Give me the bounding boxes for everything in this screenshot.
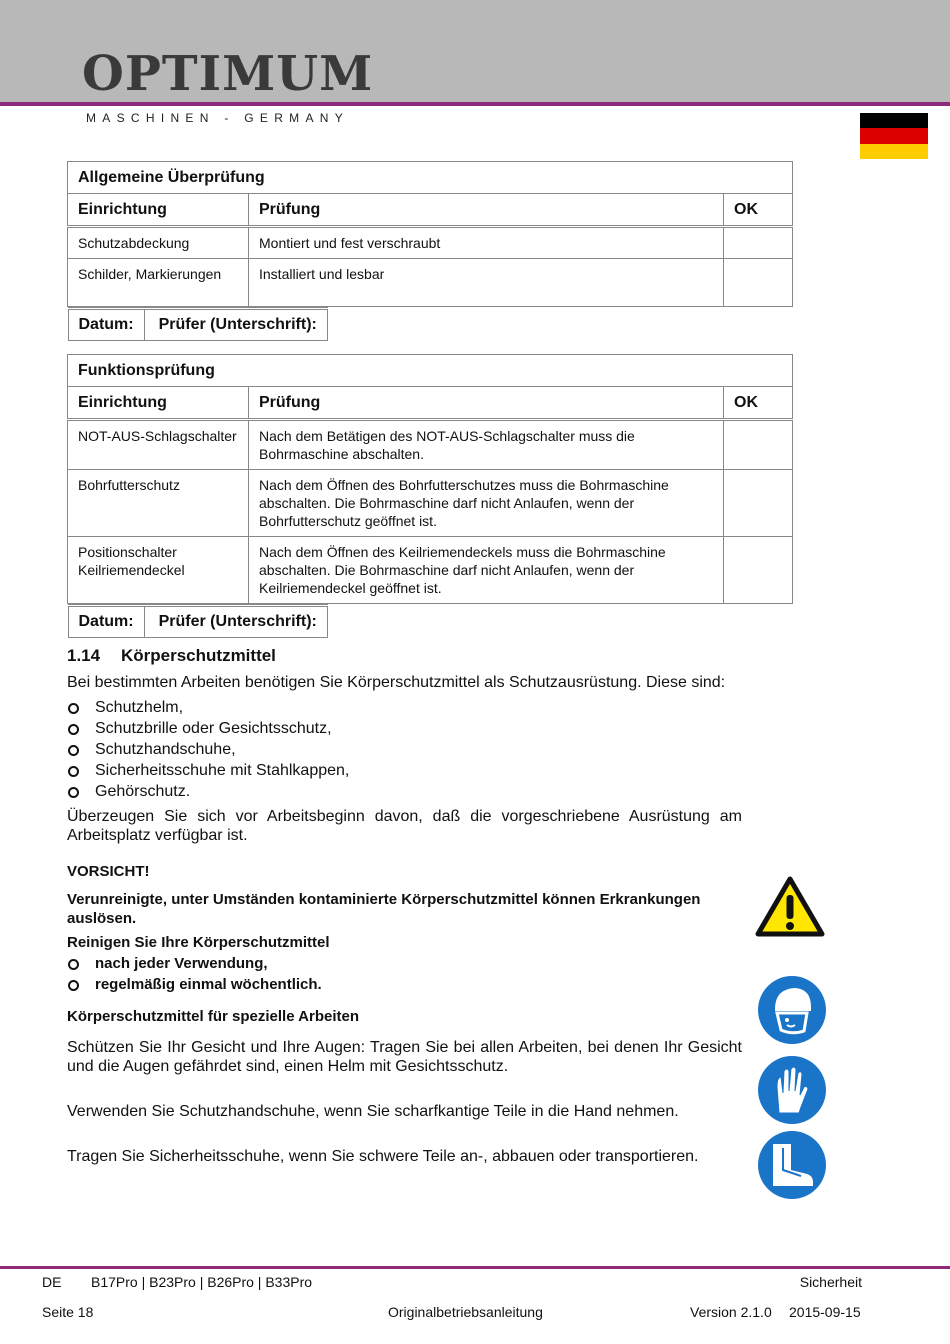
list-item: regelmäßig einmal wöchentlich. <box>67 974 322 995</box>
device-cell: NOT-AUS-Schlagschalter <box>68 420 249 470</box>
column-header: Prüfung <box>249 194 724 227</box>
brand-logo: OPTIMUM <box>82 46 374 102</box>
list-item: Sicherheitsschuhe mit Stahlkappen, <box>67 760 349 781</box>
footer-language: DE <box>42 1274 62 1290</box>
column-header: OK <box>724 387 793 420</box>
special-boots-text: Tragen Sie Sicherheitsschuhe, wenn Sie schwere Teile an-, abbauen oder transportieren. <box>67 1148 699 1165</box>
general-check-table <box>67 161 793 333</box>
table-row <box>68 420 793 470</box>
table-row <box>68 227 793 259</box>
device-cell: Bohrfutterschutz <box>68 470 249 537</box>
availability-note: Überzeugen Sie sich vor Arbeitsbeginn davon, daß die vorgeschriebene Ausrüstung am Arbeitsplatz verfügbar ist. <box>67 808 742 844</box>
device-cell: Positionschalter Keilriemendeckel <box>68 537 249 604</box>
date-label: Datum: <box>68 309 144 341</box>
column-header: OK <box>724 194 793 227</box>
list-item: Schutzbrille oder Gesichtsschutz, <box>67 718 349 739</box>
table-title: Funktionsprüfung <box>68 355 793 387</box>
table-row <box>68 259 793 307</box>
special-gloves-text: Verwenden Sie Schutzhandschuhe, wenn Sie scharfkantige Teile in die Hand nehmen. <box>67 1103 679 1120</box>
footer-doc: Originalbetriebsanleitung <box>388 1304 543 1320</box>
date-label: Datum: <box>68 606 144 638</box>
column-header: Prüfung <box>249 387 724 420</box>
ok-cell <box>724 420 793 470</box>
table-row <box>68 537 793 604</box>
check-cell: Nach dem Öffnen des Bohrfutterschutzes muss die Bohrmaschine abschalten. Die Bohrmaschine darf nicht Anlaufen, wenn der Bohrfutterschutz geöffnet ist. <box>249 470 724 537</box>
section-title: Körperschutzmittel <box>121 646 276 665</box>
clean-title: Reinigen Sie Ihre Körperschutzmittel <box>67 934 330 951</box>
caution-text: Verunreinigte, unter Umständen kontaminierte Körperschutzmittel können Erkrankungen auslösen. <box>67 891 701 927</box>
inspector-label: Prüfer (Unterschrift): <box>144 309 327 341</box>
intro-text: Bei bestimmten Arbeiten benötigen Sie Körperschutzmittel als Schutzausrüstung. Diese sind: <box>67 674 726 691</box>
table-title: Allgemeine Überprüfung <box>68 162 793 194</box>
ok-cell <box>724 470 793 537</box>
caution-title: VORSICHT! <box>67 863 150 880</box>
footer-divider <box>0 1266 950 1269</box>
ok-cell <box>724 227 793 259</box>
special-title: Körperschutzmittel für spezielle Arbeiten <box>67 1008 360 1025</box>
ok-cell <box>724 537 793 604</box>
gloves-icon <box>757 1055 827 1125</box>
device-cell: Schutzabdeckung <box>68 227 249 259</box>
table-row <box>68 470 793 537</box>
list-item: Schutzhandschuhe, <box>67 739 349 760</box>
clean-list <box>67 953 322 995</box>
check-cell: Installiert und lesbar <box>249 259 724 307</box>
inspector-label: Prüfer (Unterschrift): <box>144 606 327 638</box>
check-cell: Montiert und fest verschraubt <box>249 227 724 259</box>
column-header: Einrichtung <box>68 387 249 420</box>
footer-page: Seite 18 <box>42 1304 94 1320</box>
footer-date: 2015-09-15 <box>789 1304 861 1320</box>
footer-version: Version 2.1.0 <box>690 1304 772 1320</box>
safety-boots-icon <box>757 1130 827 1200</box>
check-cell: Nach dem Betätigen des NOT-AUS-Schlagschalter muss die Bohrmaschine abschalten. <box>249 420 724 470</box>
list-item: Gehörschutz. <box>67 781 349 802</box>
german-flag-icon <box>860 113 928 159</box>
brand-tagline: MASCHINEN - GERMANY <box>86 111 350 125</box>
section-heading <box>67 646 276 666</box>
function-check-table <box>67 354 793 630</box>
ppe-list <box>67 697 349 802</box>
device-cell: Schilder, Markierungen <box>68 259 249 307</box>
list-item: nach jeder Verwendung, <box>67 953 322 974</box>
list-item: Schutzhelm, <box>67 697 349 718</box>
ok-cell <box>724 259 793 307</box>
check-cell: Nach dem Öffnen des Keilriemendeckels muss die Bohrmaschine abschalten. Die Bohrmaschine darf nicht Anlaufen, wenn der Keilriemendeckel geöffnet ist. <box>249 537 724 604</box>
special-face-text: Schützen Sie Ihr Gesicht und Ihre Augen: Tragen Sie bei allen Arbeiten, bei denen Ihr Gesicht und die Augen gefährdet sind, einen Helm mit Gesichtsschutz. <box>67 1039 742 1075</box>
warning-triangle-icon <box>755 876 825 938</box>
column-header: Einrichtung <box>68 194 249 227</box>
footer-models: B17Pro | B23Pro | B26Pro | B33Pro <box>91 1274 313 1290</box>
footer-chapter: Sicherheit <box>799 1274 862 1290</box>
section-number: 1.14 <box>67 646 101 665</box>
header-divider <box>0 102 950 106</box>
face-shield-icon <box>757 975 827 1045</box>
